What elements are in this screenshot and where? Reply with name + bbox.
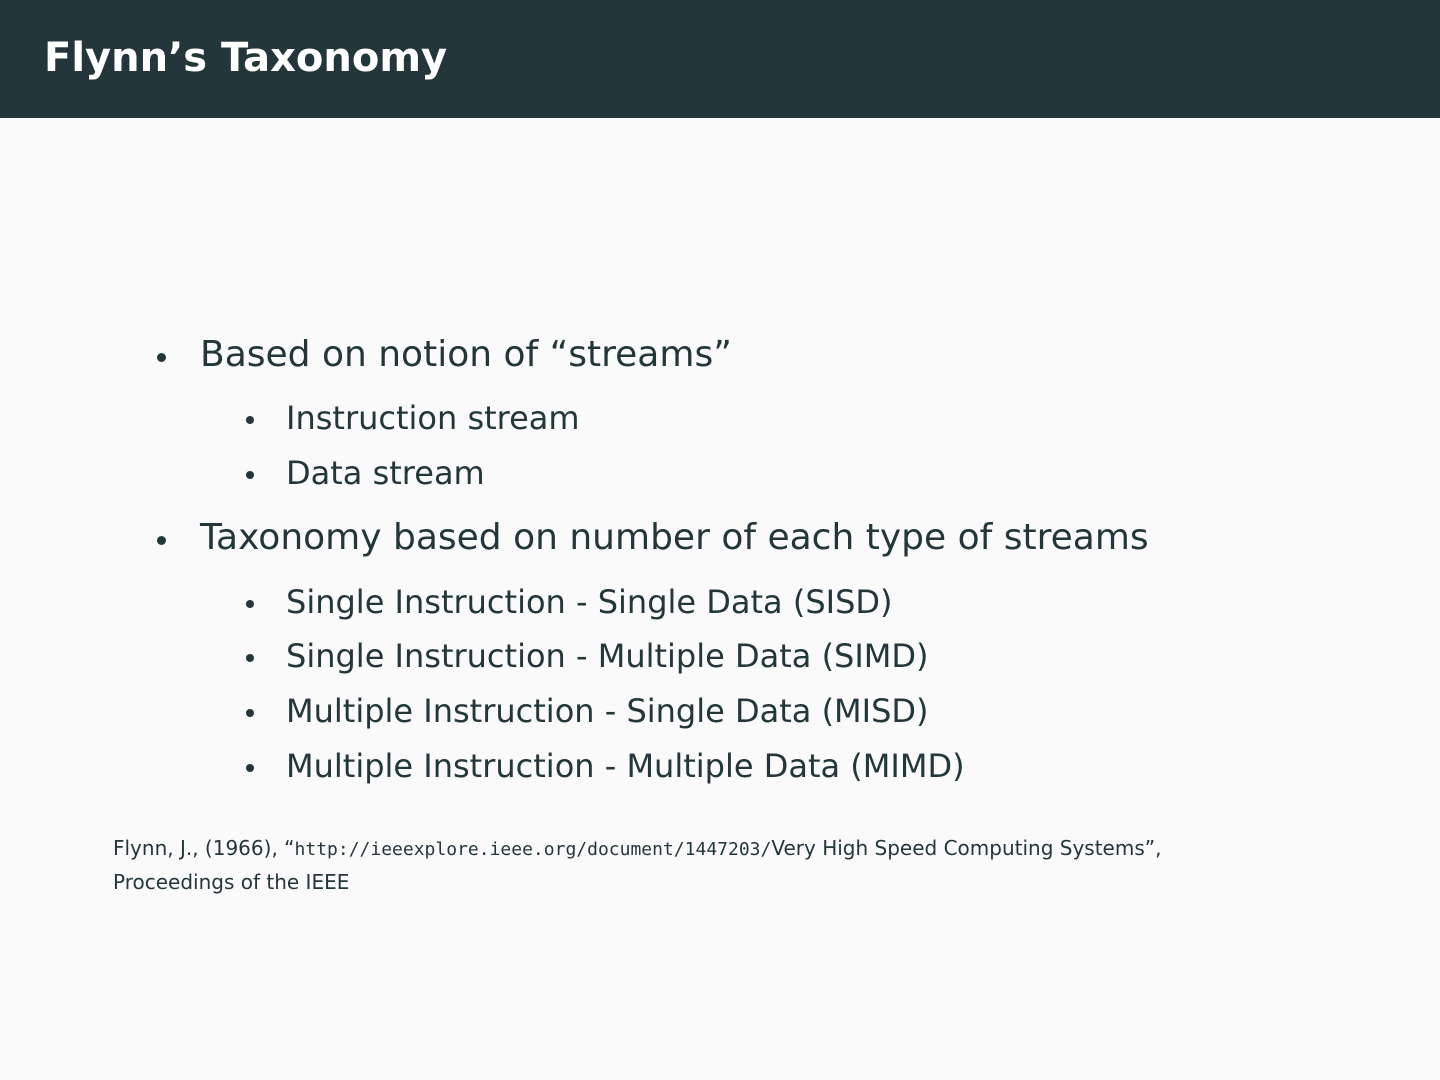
bullet-dot-icon [246,600,254,608]
bullet-item-mimd [286,746,965,786]
bullet-dot-icon [246,416,254,424]
bullet-item-instruction-stream [286,398,580,438]
slide-title: Flynn’s Taxonomy [44,35,448,81]
bullet-dot-icon [157,536,166,545]
bullet-dot-icon [246,471,254,479]
bullet-dot-icon [246,709,254,717]
bullet-text: Based on notion of “streams” [200,334,732,375]
bullet-item-simd [286,636,929,676]
bullet-item-misd [286,691,929,731]
bullet-text: Single Instruction - Single Data (SISD) [286,583,893,621]
bullet-text: Instruction stream [286,399,580,437]
citation [113,832,1353,898]
bullet-item-data-stream [286,453,485,493]
bullet-item-streams [200,333,732,377]
bullet-item-sisd [286,582,893,622]
bullet-text: Data stream [286,454,485,492]
bullet-dot-icon [246,764,254,772]
bullet-item-taxonomy [200,516,1149,560]
bullet-dot-icon [157,353,166,362]
title-bar [0,0,1440,118]
citation-prefix: Flynn, J., (1966), “ [113,836,295,860]
bullet-text: Multiple Instruction - Multiple Data (MIMD) [286,747,965,785]
bullet-text: Multiple Instruction - Single Data (MISD) [286,692,929,730]
citation-url: http://ieeexplore.ieee.org/document/1447203/ [294,839,772,860]
citation-title: Very High Speed Computing Systems”, [771,836,1162,860]
citation-venue: Proceedings of the IEEE [113,870,350,894]
bullet-text: Single Instruction - Multiple Data (SIMD) [286,637,929,675]
bullet-text: Taxonomy based on number of each type of streams [200,517,1149,558]
bullet-dot-icon [246,654,254,662]
